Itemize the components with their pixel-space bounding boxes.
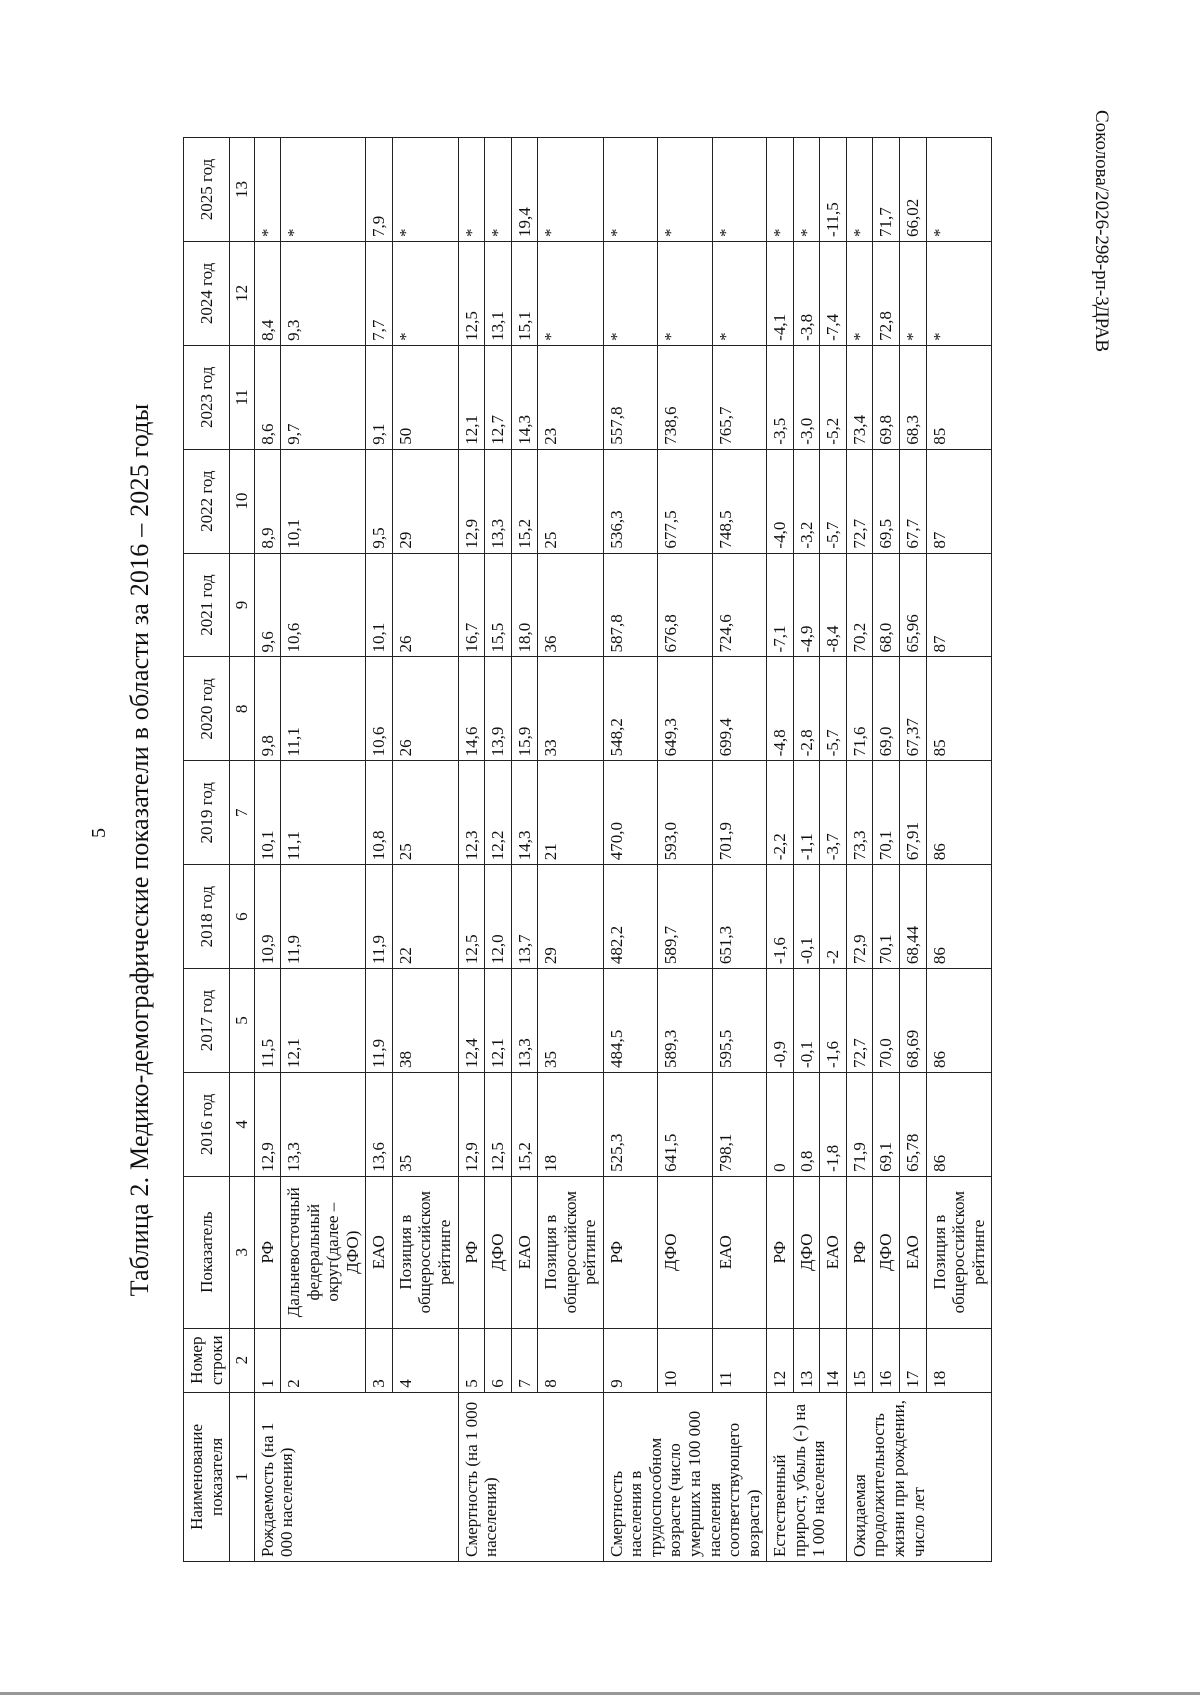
value-cell: 50 xyxy=(392,345,458,449)
row-number: 12 xyxy=(767,1328,794,1392)
value-cell: 536,3 xyxy=(603,449,657,553)
value-cell: 35 xyxy=(392,1072,458,1176)
value-cell: -3,8 xyxy=(793,241,820,345)
value-cell: 35 xyxy=(538,969,604,1073)
value-cell: -1,1 xyxy=(793,761,820,865)
value-cell: 29 xyxy=(538,865,604,969)
value-cell: -2 xyxy=(820,865,847,969)
row-number: 17 xyxy=(899,1328,926,1392)
row-number: 6 xyxy=(485,1328,512,1392)
value-cell: 15,2 xyxy=(511,449,538,553)
value-cell: 10,1 xyxy=(366,553,393,657)
value-cell: * xyxy=(538,138,604,242)
value-cell: 11,9 xyxy=(281,865,366,969)
value-cell: 10,8 xyxy=(366,761,393,865)
value-cell: * xyxy=(281,138,366,242)
value-cell: -0,9 xyxy=(767,969,794,1073)
value-cell: -3,0 xyxy=(793,345,820,449)
row-number: 10 xyxy=(658,1328,712,1392)
value-cell: 12,1 xyxy=(281,969,366,1073)
table-row xyxy=(392,138,458,1562)
column-header: Номер строки xyxy=(184,1328,230,1392)
value-cell: 65,78 xyxy=(899,1072,926,1176)
value-cell: 10,9 xyxy=(254,865,281,969)
indicator-cell: РФ xyxy=(458,1176,485,1328)
value-cell: 12,9 xyxy=(458,449,485,553)
value-cell: -4,0 xyxy=(767,449,794,553)
row-number: 7 xyxy=(511,1328,538,1392)
value-cell: 7,9 xyxy=(366,138,393,242)
document-footer: Соколова/2026-298-рп-ЗДРАВ xyxy=(1091,110,1112,353)
value-cell: 11,1 xyxy=(281,657,366,761)
value-cell: 70,1 xyxy=(873,761,900,865)
value-cell: -4,8 xyxy=(767,657,794,761)
value-cell: 12,9 xyxy=(254,1072,281,1176)
value-cell: 8,6 xyxy=(254,345,281,449)
value-cell: * xyxy=(485,138,512,242)
table-row xyxy=(793,138,820,1562)
value-cell: 8,4 xyxy=(254,241,281,345)
value-cell: 12,9 xyxy=(458,1072,485,1176)
table-row xyxy=(366,138,393,1562)
value-cell: 13,7 xyxy=(511,865,538,969)
indicator-cell: ЕАО xyxy=(511,1176,538,1328)
value-cell: 701,9 xyxy=(712,761,766,865)
row-number: 9 xyxy=(603,1328,657,1392)
table-row xyxy=(899,138,926,1562)
column-number: 5 xyxy=(230,969,255,1073)
value-cell: * xyxy=(603,138,657,242)
value-cell: 18,0 xyxy=(511,553,538,657)
value-cell: * xyxy=(712,241,766,345)
indicator-cell: РФ xyxy=(846,1176,873,1328)
value-cell: 69,8 xyxy=(873,345,900,449)
value-cell: 14,6 xyxy=(458,657,485,761)
value-cell: 72,8 xyxy=(873,241,900,345)
value-cell: 765,7 xyxy=(712,345,766,449)
value-cell: 15,1 xyxy=(511,241,538,345)
value-cell: 26 xyxy=(392,657,458,761)
row-number: 3 xyxy=(366,1328,393,1392)
table-row xyxy=(538,138,604,1562)
value-cell: 525,3 xyxy=(603,1072,657,1176)
value-cell: -3,7 xyxy=(820,761,847,865)
value-cell: -3,5 xyxy=(767,345,794,449)
value-cell: -2,2 xyxy=(767,761,794,865)
value-cell: 587,8 xyxy=(603,553,657,657)
value-cell: 68,44 xyxy=(899,865,926,969)
value-cell: 68,0 xyxy=(873,553,900,657)
value-cell: 22 xyxy=(392,865,458,969)
value-cell: * xyxy=(538,241,604,345)
column-number: 13 xyxy=(230,138,255,242)
indicator-cell: РФ xyxy=(603,1176,657,1328)
value-cell: 9,1 xyxy=(366,345,393,449)
value-cell: 15,9 xyxy=(511,657,538,761)
column-number: 3 xyxy=(230,1176,255,1328)
indicator-group-name: Рождаемость (на 1 000 населения) xyxy=(254,1392,458,1561)
indicator-cell: ДФО xyxy=(793,1176,820,1328)
column-header: 2023 год xyxy=(184,345,230,449)
row-number: 11 xyxy=(712,1328,766,1392)
value-cell: * xyxy=(846,138,873,242)
column-header: 2021 год xyxy=(184,553,230,657)
table-row xyxy=(458,138,485,1562)
value-cell: 589,3 xyxy=(658,969,712,1073)
value-cell: 677,5 xyxy=(658,449,712,553)
value-cell: 0 xyxy=(767,1072,794,1176)
value-cell: 10,6 xyxy=(366,657,393,761)
table-row xyxy=(254,138,281,1562)
value-cell: 72,7 xyxy=(846,449,873,553)
column-number: 10 xyxy=(230,449,255,553)
value-cell: 470,0 xyxy=(603,761,657,865)
value-cell: 18 xyxy=(538,1072,604,1176)
value-cell: -1,6 xyxy=(767,865,794,969)
table-row xyxy=(511,138,538,1562)
row-number: 1 xyxy=(254,1328,281,1392)
value-cell: 36 xyxy=(538,553,604,657)
column-number: 4 xyxy=(230,1072,255,1176)
value-cell: 15,2 xyxy=(511,1072,538,1176)
value-cell: -7,4 xyxy=(820,241,847,345)
column-header: Показатель xyxy=(184,1176,230,1328)
value-cell: * xyxy=(793,138,820,242)
value-cell: 72,9 xyxy=(846,865,873,969)
value-cell: 72,7 xyxy=(846,969,873,1073)
value-cell: 593,0 xyxy=(658,761,712,865)
value-cell: 12,1 xyxy=(458,345,485,449)
value-cell: 699,4 xyxy=(712,657,766,761)
value-cell: 641,5 xyxy=(658,1072,712,1176)
value-cell: 12,1 xyxy=(485,969,512,1073)
value-cell: 86 xyxy=(926,1072,992,1176)
column-header: Наименование показателя xyxy=(184,1392,230,1561)
value-cell: 649,3 xyxy=(658,657,712,761)
value-cell: 86 xyxy=(926,865,992,969)
value-cell: * xyxy=(658,138,712,242)
value-cell: 14,3 xyxy=(511,345,538,449)
value-cell: 23 xyxy=(538,345,604,449)
value-cell: 26 xyxy=(392,553,458,657)
value-cell: * xyxy=(603,241,657,345)
column-number: 8 xyxy=(230,657,255,761)
value-cell: 71,7 xyxy=(873,138,900,242)
value-cell: -0,1 xyxy=(793,865,820,969)
value-cell: 595,5 xyxy=(712,969,766,1073)
value-cell: 87 xyxy=(926,553,992,657)
value-cell: 9,3 xyxy=(281,241,366,345)
value-cell: 13,9 xyxy=(485,657,512,761)
table-row xyxy=(712,138,766,1562)
value-cell: 12,5 xyxy=(485,1072,512,1176)
rotated-page xyxy=(105,100,1185,1600)
value-cell: 10,1 xyxy=(254,761,281,865)
value-cell: 9,7 xyxy=(281,345,366,449)
value-cell: 676,8 xyxy=(658,553,712,657)
row-number: 8 xyxy=(538,1328,604,1392)
value-cell: 69,0 xyxy=(873,657,900,761)
value-cell: * xyxy=(458,138,485,242)
value-cell: 589,7 xyxy=(658,865,712,969)
indicator-group-name: Естественный прирост, убыль (-) на 1 000 населения xyxy=(767,1392,847,1561)
row-number: 16 xyxy=(873,1328,900,1392)
value-cell: -7,1 xyxy=(767,553,794,657)
table-row xyxy=(926,138,992,1562)
table-row xyxy=(873,138,900,1562)
table-row xyxy=(767,138,794,1562)
row-number: 5 xyxy=(458,1328,485,1392)
value-cell: 738,6 xyxy=(658,345,712,449)
indicator-cell: ДФО xyxy=(873,1176,900,1328)
value-cell: * xyxy=(899,241,926,345)
value-cell: * xyxy=(658,241,712,345)
table-body xyxy=(254,138,992,1562)
value-cell: 13,3 xyxy=(485,449,512,553)
row-number: 2 xyxy=(281,1328,366,1392)
indicator-cell: Позиция в общероссийском рейтинге xyxy=(392,1176,458,1328)
value-cell: 86 xyxy=(926,969,992,1073)
value-cell: 25 xyxy=(538,449,604,553)
indicator-cell: РФ xyxy=(767,1176,794,1328)
indicator-cell: Позиция в общероссийском рейтинге xyxy=(926,1176,992,1328)
indicator-cell: ЕАО xyxy=(899,1176,926,1328)
value-cell: 38 xyxy=(392,969,458,1073)
value-cell: -8,4 xyxy=(820,553,847,657)
header-row xyxy=(184,138,230,1562)
value-cell: 724,6 xyxy=(712,553,766,657)
value-cell: 12,3 xyxy=(458,761,485,865)
value-cell: 7,7 xyxy=(366,241,393,345)
column-number: 7 xyxy=(230,761,255,865)
column-number: 12 xyxy=(230,241,255,345)
value-cell: 70,0 xyxy=(873,969,900,1073)
value-cell: 21 xyxy=(538,761,604,865)
row-number: 15 xyxy=(846,1328,873,1392)
value-cell: 65,96 xyxy=(899,553,926,657)
column-header: 2018 год xyxy=(184,865,230,969)
column-header: 2016 год xyxy=(184,1072,230,1176)
value-cell: -5,2 xyxy=(820,345,847,449)
column-number: 11 xyxy=(230,345,255,449)
value-cell: 85 xyxy=(926,345,992,449)
value-cell: -1,8 xyxy=(820,1072,847,1176)
row-number: 13 xyxy=(793,1328,820,1392)
indicator-cell: ДФО xyxy=(485,1176,512,1328)
value-cell: 12,0 xyxy=(485,865,512,969)
value-cell: 0,8 xyxy=(793,1072,820,1176)
value-cell: -2,8 xyxy=(793,657,820,761)
indicator-cell: ЕАО xyxy=(712,1176,766,1328)
table-row xyxy=(281,138,366,1562)
value-cell: 73,4 xyxy=(846,345,873,449)
value-cell: * xyxy=(712,138,766,242)
value-cell: 651,3 xyxy=(712,865,766,969)
value-cell: -5,7 xyxy=(820,657,847,761)
value-cell: * xyxy=(926,241,992,345)
value-cell: 85 xyxy=(926,657,992,761)
value-cell: 8,9 xyxy=(254,449,281,553)
table-row xyxy=(820,138,847,1562)
column-number: 9 xyxy=(230,553,255,657)
value-cell: 12,2 xyxy=(485,761,512,865)
value-cell: 10,1 xyxy=(281,449,366,553)
column-header: 2020 год xyxy=(184,657,230,761)
value-cell: 68,69 xyxy=(899,969,926,1073)
value-cell: 12,5 xyxy=(458,865,485,969)
value-cell: 9,6 xyxy=(254,553,281,657)
value-cell: 87 xyxy=(926,449,992,553)
table-row xyxy=(846,138,873,1562)
value-cell: 70,1 xyxy=(873,865,900,969)
value-cell: 798,1 xyxy=(712,1072,766,1176)
value-cell: 12,4 xyxy=(458,969,485,1073)
value-cell: -3,2 xyxy=(793,449,820,553)
table-title: Таблица 2. Медико-демографические показатели в области за 2016 – 2025 годы xyxy=(125,403,154,1297)
column-header: 2025 год xyxy=(184,138,230,242)
indicator-cell: РФ xyxy=(254,1176,281,1328)
indicator-cell: Дальневосточный федеральный округ(далее – ДФО) xyxy=(281,1176,366,1328)
value-cell: 15,5 xyxy=(485,553,512,657)
value-cell: 68,3 xyxy=(899,345,926,449)
column-header: 2017 год xyxy=(184,969,230,1073)
value-cell: 9,8 xyxy=(254,657,281,761)
value-cell: 11,5 xyxy=(254,969,281,1073)
indicator-group-name: Смертность населения в трудоспособном возрасте (число умерших на 100 000 населения соответствующего возраста) xyxy=(603,1392,766,1561)
page-number: 5 xyxy=(88,828,110,838)
value-cell: 33 xyxy=(538,657,604,761)
value-cell: 11,9 xyxy=(366,865,393,969)
scan-edge-line xyxy=(0,1692,1200,1695)
indicator-cell: ДФО xyxy=(658,1176,712,1328)
column-header: 2019 год xyxy=(184,761,230,865)
value-cell: 12,5 xyxy=(458,241,485,345)
value-cell: -0,1 xyxy=(793,969,820,1073)
column-number-row xyxy=(230,138,255,1562)
value-cell: 25 xyxy=(392,761,458,865)
value-cell: -5,7 xyxy=(820,449,847,553)
column-header: 2024 год xyxy=(184,241,230,345)
table-row xyxy=(603,138,657,1562)
value-cell: 69,5 xyxy=(873,449,900,553)
value-cell: 73,3 xyxy=(846,761,873,865)
value-cell: 13,3 xyxy=(511,969,538,1073)
value-cell: 11,1 xyxy=(281,761,366,865)
value-cell: * xyxy=(846,241,873,345)
value-cell: * xyxy=(254,138,281,242)
value-cell: * xyxy=(392,138,458,242)
indicator-cell: ЕАО xyxy=(820,1176,847,1328)
value-cell: 548,2 xyxy=(603,657,657,761)
value-cell: -1,6 xyxy=(820,969,847,1073)
column-number: 6 xyxy=(230,865,255,969)
value-cell: -11,5 xyxy=(820,138,847,242)
value-cell: 13,6 xyxy=(366,1072,393,1176)
value-cell: -4,1 xyxy=(767,241,794,345)
indicator-cell: Позиция в общероссийском рейтинге xyxy=(538,1176,604,1328)
table-row xyxy=(658,138,712,1562)
column-header: 2022 год xyxy=(184,449,230,553)
column-number: 2 xyxy=(230,1328,255,1392)
indicator-group-name: Смертность (на 1 000 населения) xyxy=(458,1392,603,1561)
table-row xyxy=(485,138,512,1562)
value-cell: 16,7 xyxy=(458,553,485,657)
value-cell: 13,1 xyxy=(485,241,512,345)
value-cell: 71,6 xyxy=(846,657,873,761)
value-cell: -4,9 xyxy=(793,553,820,657)
value-cell: 9,5 xyxy=(366,449,393,553)
value-cell: 10,6 xyxy=(281,553,366,657)
value-cell: 482,2 xyxy=(603,865,657,969)
value-cell: 557,8 xyxy=(603,345,657,449)
value-cell: 19,4 xyxy=(511,138,538,242)
value-cell: 66,02 xyxy=(899,138,926,242)
value-cell: 484,5 xyxy=(603,969,657,1073)
value-cell: 748,5 xyxy=(712,449,766,553)
value-cell: 70,2 xyxy=(846,553,873,657)
row-number: 14 xyxy=(820,1328,847,1392)
value-cell: 71,9 xyxy=(846,1072,873,1176)
value-cell: 86 xyxy=(926,761,992,865)
value-cell: 12,7 xyxy=(485,345,512,449)
value-cell: 29 xyxy=(392,449,458,553)
row-number: 4 xyxy=(392,1328,458,1392)
column-number: 1 xyxy=(230,1392,255,1561)
value-cell: * xyxy=(926,138,992,242)
value-cell: 69,1 xyxy=(873,1072,900,1176)
value-cell: 67,37 xyxy=(899,657,926,761)
value-cell: * xyxy=(767,138,794,242)
value-cell: 13,3 xyxy=(281,1072,366,1176)
indicator-cell: ЕАО xyxy=(366,1176,393,1328)
value-cell: * xyxy=(392,241,458,345)
demographic-table xyxy=(183,137,992,1562)
row-number: 18 xyxy=(926,1328,992,1392)
indicator-group-name: Ожидаемая продолжительность жизни при рождении, число лет xyxy=(846,1392,991,1561)
value-cell: 67,7 xyxy=(899,449,926,553)
value-cell: 67,91 xyxy=(899,761,926,865)
value-cell: 11,9 xyxy=(366,969,393,1073)
value-cell: 14,3 xyxy=(511,761,538,865)
